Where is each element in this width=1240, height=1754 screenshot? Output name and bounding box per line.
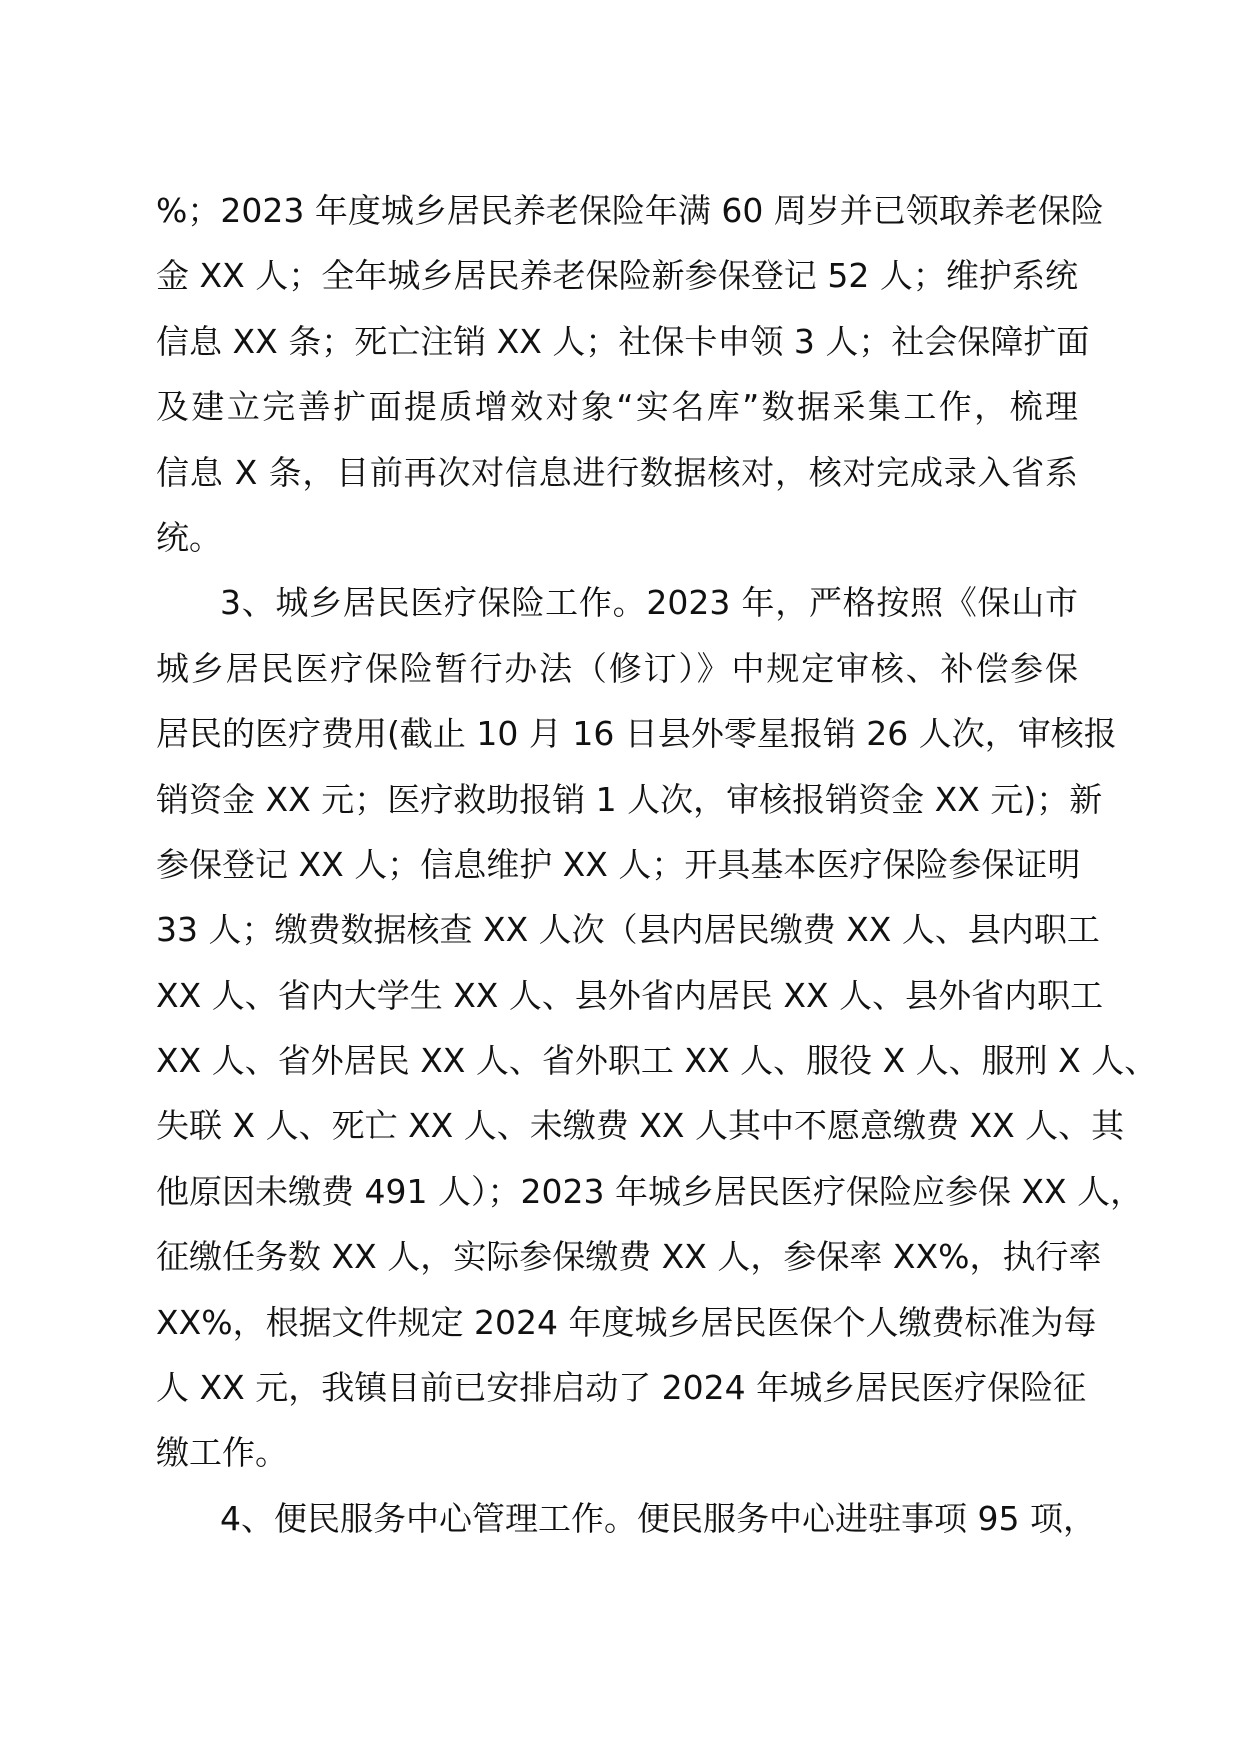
text-line: 33 人；缴费数据核查 XX 人次（县内居民缴费 XX 人、县内职工 (156, 910, 1100, 950)
text-line: 征缴任务数 XX 人，实际参保缴费 XX 人，参保率 XX%，执行率 (156, 1237, 1102, 1277)
paragraph-pension-continued (156, 178, 1104, 570)
text-line: 金 XX 人；全年城乡居民养老保险新参保登记 52 人；维护系统 (156, 256, 1078, 296)
text-line: 参保登记 XX 人；信息维护 XX 人；开具基本医疗保险参保证明 (156, 844, 1081, 884)
paragraph-medical-insurance (156, 570, 1158, 1485)
text-line: XX%，根据文件规定 2024 年度城乡居民医保个人缴费标准为每 (156, 1302, 1097, 1342)
text-line: 信息 XX 条；死亡注销 XX 人；社保卡申领 3 人；社会保障扩面 (156, 321, 1090, 361)
text-line: 他原因未缴费 491 人）；2023 年城乡居民医疗保险应参保 XX 人， (156, 1171, 1144, 1211)
text-line: %；2023 年度城乡居民养老保险年满 60 周岁并已领取养老保险 (156, 191, 1104, 230)
text-line: XX 人、省外居民 XX 人、省外职工 XX 人、服役 X 人、服刑 X 人、 (156, 1041, 1158, 1081)
paragraph-heading-line: 3、城乡居民医疗保险工作。2023 年，严格按照《保山市 (220, 583, 1078, 623)
text-line: 信息 X 条，目前再次对信息进行数据核对，核对完成录入省系 (156, 452, 1078, 492)
text-line: 居民的医疗费用(截止 10 月 16 日县外零星报销 26 人次，审核报 (156, 714, 1117, 754)
text-line: XX 人、省内大学生 XX 人、县外省内居民 XX 人、县外省内职工 (156, 975, 1104, 1015)
text-line: 销资金 XX 元；医疗救助报销 1 人次，审核报销资金 XX 元)；新 (156, 779, 1103, 819)
paragraph-service-center (156, 1486, 1096, 1551)
text-line: 城乡居民医疗保险暂行办法（修订）》中规定审核、补偿参保 (156, 648, 1078, 688)
paragraph-heading-line: 4、便民服务中心管理工作。便民服务中心进驻事项 95 项， (220, 1498, 1096, 1538)
text-line: 及建立完善扩面提质增效对象“实名库”数据采集工作，梳理 (156, 387, 1078, 427)
text-line: 统。 (156, 517, 222, 557)
text-line: 缴工作。 (156, 1433, 288, 1473)
text-line: 人 XX 元，我镇目前已安排启动了 2024 年城乡居民医疗保险征 (156, 1368, 1087, 1408)
text-line: 失联 X 人、死亡 XX 人、未缴费 XX 人其中不愿意缴费 XX 人、其 (156, 1106, 1125, 1146)
document-page (156, 178, 1158, 1551)
